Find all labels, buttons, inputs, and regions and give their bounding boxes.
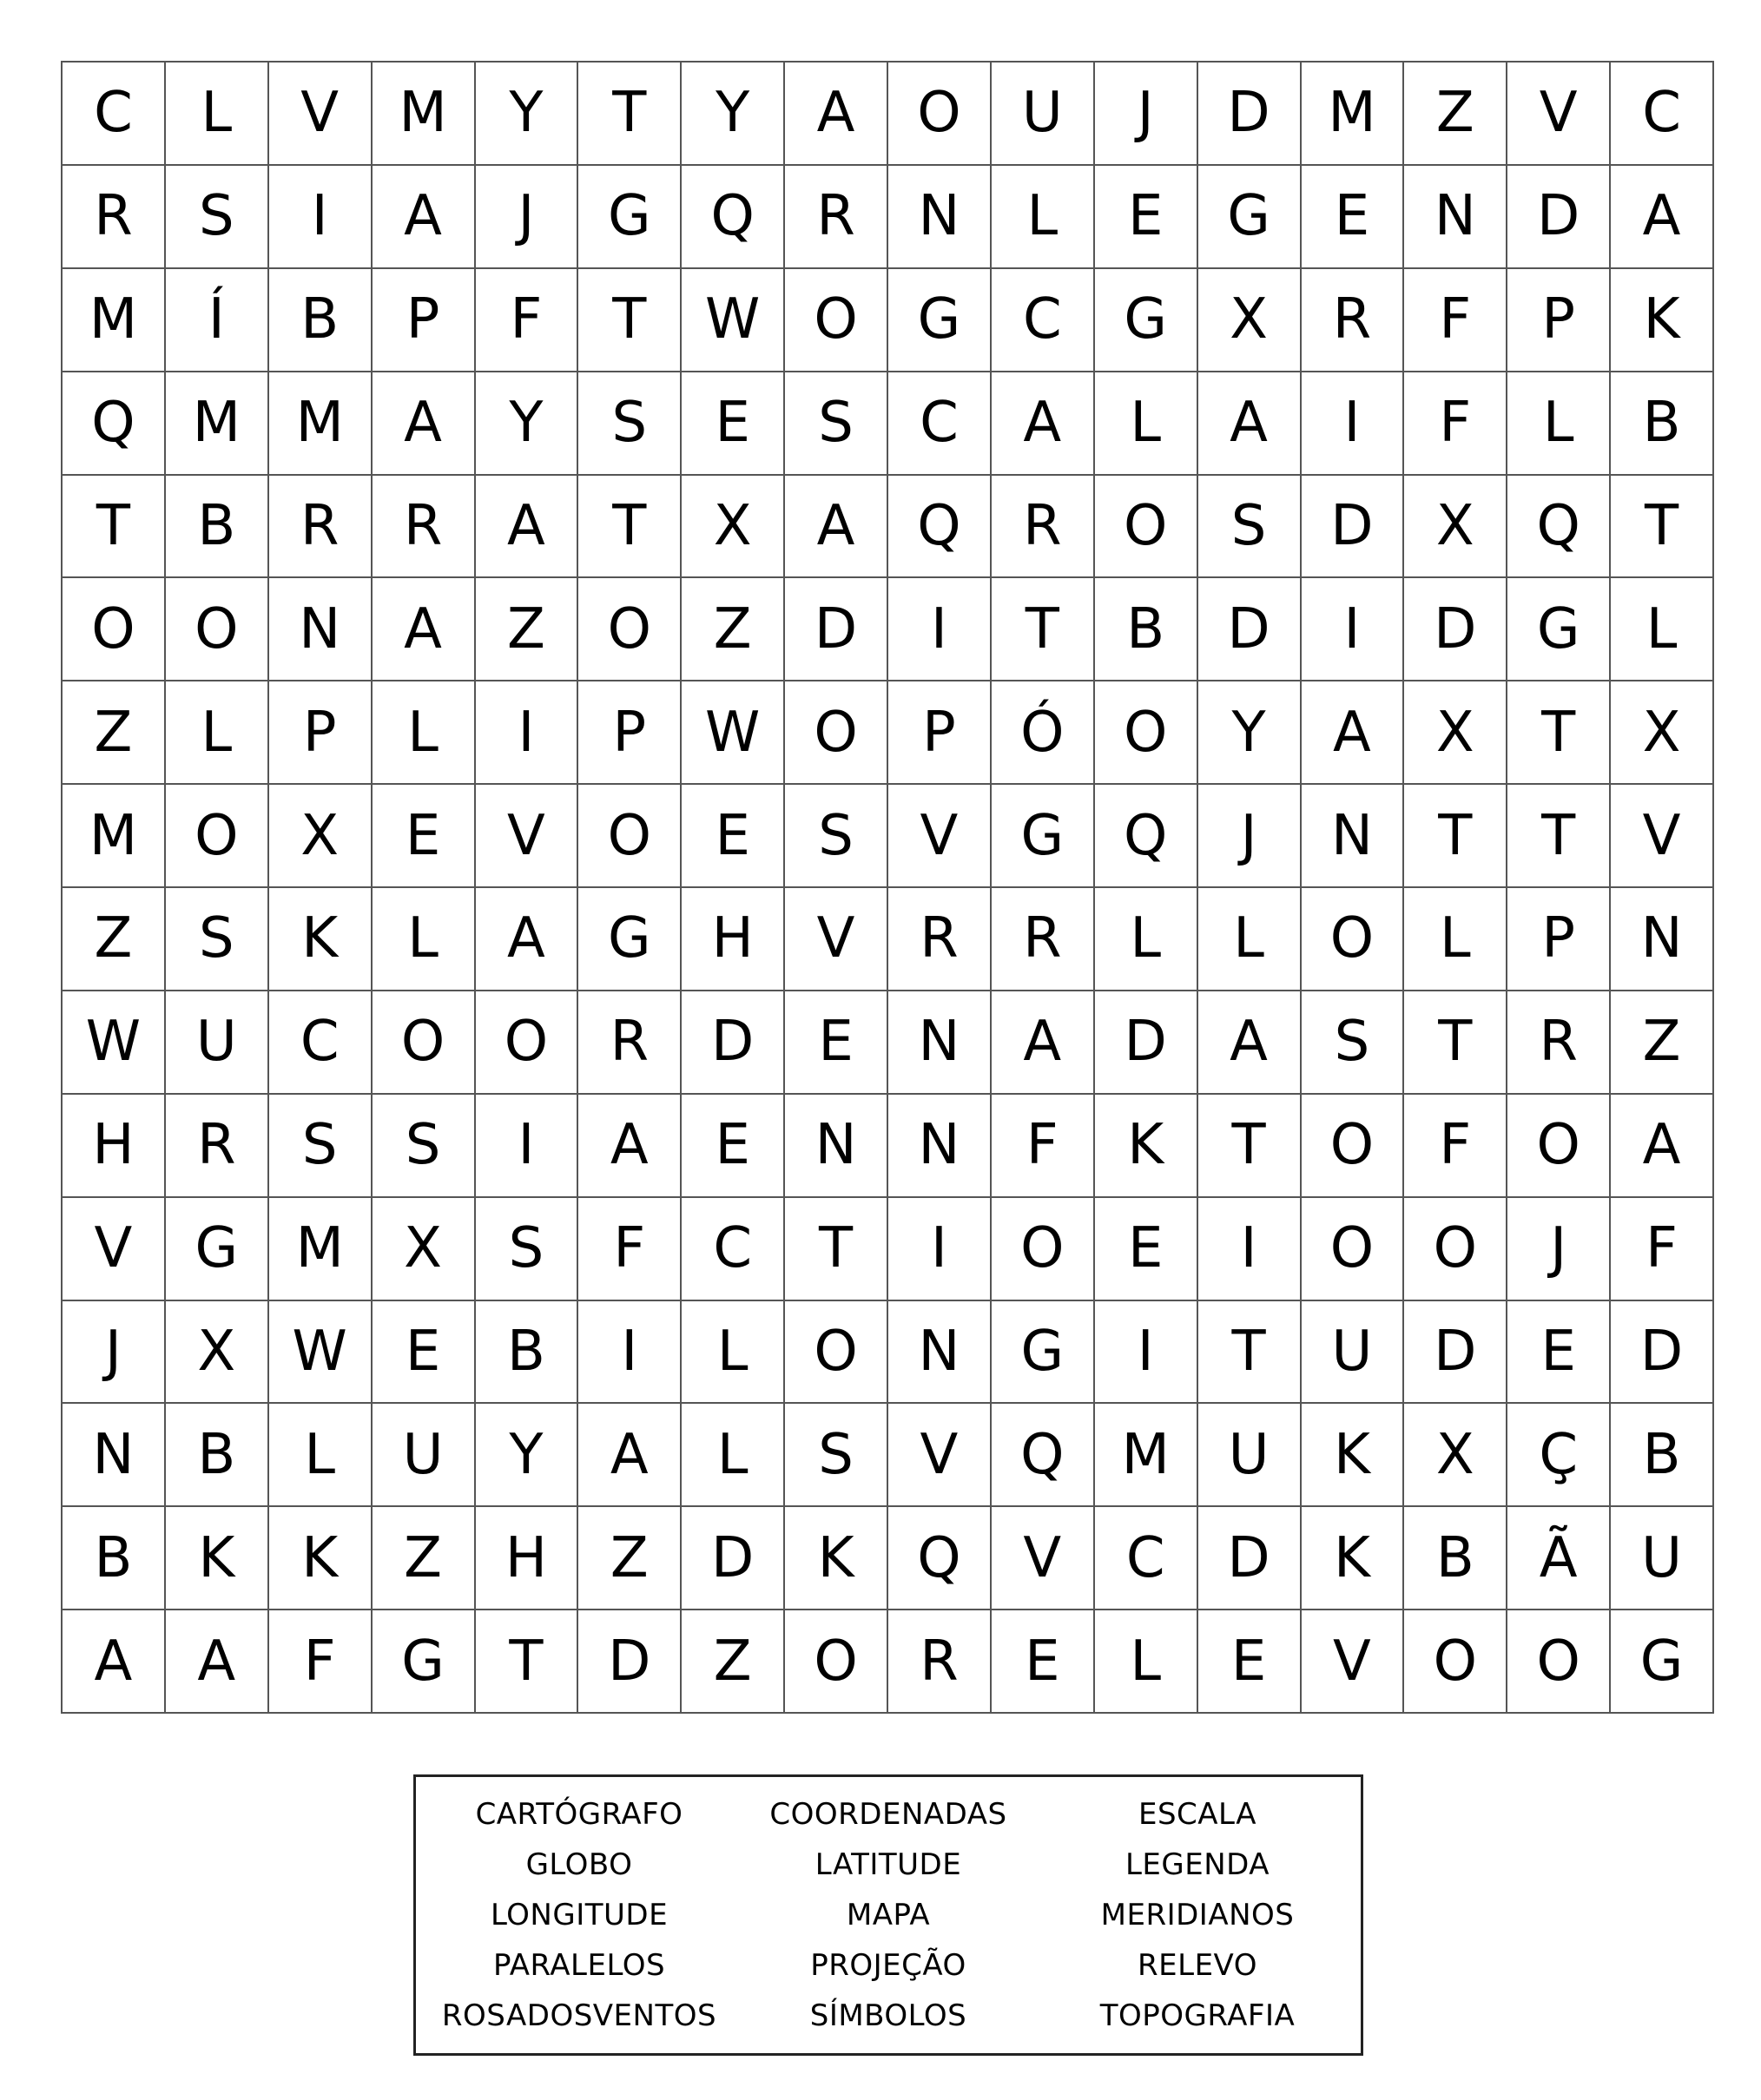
grid-cell[interactable]: E xyxy=(785,991,888,1095)
grid-cell[interactable]: J xyxy=(63,1301,166,1405)
grid-cell[interactable]: P xyxy=(373,269,476,372)
grid-cell[interactable]: K xyxy=(166,1507,269,1610)
grid-cell[interactable]: C xyxy=(269,991,373,1095)
grid-cell[interactable]: Y xyxy=(476,372,579,476)
grid-cell[interactable]: O xyxy=(785,681,888,785)
grid-cell[interactable]: L xyxy=(682,1404,785,1507)
grid-cell[interactable]: V xyxy=(888,785,992,888)
grid-cell[interactable]: E xyxy=(1302,166,1405,269)
grid-cell[interactable]: S xyxy=(1198,476,1302,579)
grid-cell[interactable]: A xyxy=(373,578,476,681)
grid-cell[interactable]: D xyxy=(1302,476,1405,579)
word-list-item: MAPA xyxy=(846,1898,931,1932)
grid-cell[interactable]: B xyxy=(1611,1404,1714,1507)
grid-cell[interactable]: Z xyxy=(578,1507,682,1610)
grid-cell[interactable]: A xyxy=(63,1610,166,1714)
grid-cell[interactable]: U xyxy=(166,991,269,1095)
grid-cell[interactable]: P xyxy=(578,681,682,785)
grid-cell[interactable]: N xyxy=(63,1404,166,1507)
grid-cell[interactable]: W xyxy=(682,269,785,372)
word-list-item: MERIDIANOS xyxy=(1100,1898,1295,1932)
grid-cell[interactable]: L xyxy=(1404,888,1507,991)
grid-cell[interactable]: Z xyxy=(682,578,785,681)
grid-cell[interactable]: A xyxy=(1198,991,1302,1095)
grid-cell[interactable]: H xyxy=(682,888,785,991)
grid-cell[interactable]: A xyxy=(578,1095,682,1198)
grid-cell[interactable]: Q xyxy=(888,1507,992,1610)
grid-cell[interactable]: Z xyxy=(682,1610,785,1714)
grid-cell[interactable]: U xyxy=(1198,1404,1302,1507)
grid-cell[interactable]: Y xyxy=(476,1404,579,1507)
grid-cell[interactable]: O xyxy=(1507,1610,1611,1714)
grid-cell[interactable]: T xyxy=(785,1198,888,1301)
grid-cell[interactable]: D xyxy=(1404,578,1507,681)
grid-cell[interactable]: A xyxy=(1611,166,1714,269)
grid-cell[interactable]: N xyxy=(1404,166,1507,269)
grid-cell[interactable]: R xyxy=(992,476,1095,579)
grid-cell[interactable]: W xyxy=(682,681,785,785)
grid-cell[interactable]: Y xyxy=(682,63,785,166)
grid-cell[interactable]: G xyxy=(888,269,992,372)
grid-cell[interactable]: V xyxy=(1507,63,1611,166)
grid-cell[interactable]: X xyxy=(166,1301,269,1405)
grid-cell[interactable]: V xyxy=(992,1507,1095,1610)
grid-cell[interactable]: G xyxy=(578,166,682,269)
grid-cell[interactable]: X xyxy=(269,785,373,888)
grid-cell[interactable]: B xyxy=(1404,1507,1507,1610)
grid-cell[interactable]: M xyxy=(269,1198,373,1301)
word-list-item: ROSADOSVENTOS xyxy=(441,1998,717,2033)
grid-cell[interactable]: I xyxy=(888,1198,992,1301)
grid-cell[interactable]: O xyxy=(1095,476,1198,579)
grid-cell[interactable]: O xyxy=(476,991,579,1095)
grid-cell[interactable]: E xyxy=(682,1095,785,1198)
grid-cell[interactable]: O xyxy=(578,785,682,888)
grid-cell[interactable]: Z xyxy=(476,578,579,681)
grid-cell[interactable]: C xyxy=(1611,63,1714,166)
grid-cell[interactable]: G xyxy=(578,888,682,991)
grid-cell[interactable]: T xyxy=(63,476,166,579)
grid-cell[interactable]: X xyxy=(373,1198,476,1301)
grid-cell[interactable]: J xyxy=(476,166,579,269)
grid-cell[interactable]: S xyxy=(269,1095,373,1198)
grid-cell[interactable]: G xyxy=(1611,1610,1714,1714)
grid-cell[interactable]: R xyxy=(1302,269,1405,372)
grid-cell[interactable]: N xyxy=(269,578,373,681)
word-list-item: ESCALA xyxy=(1138,1797,1257,1832)
grid-cell[interactable]: V xyxy=(63,1198,166,1301)
grid-cell[interactable]: I xyxy=(1302,372,1405,476)
grid-cell[interactable]: E xyxy=(1095,166,1198,269)
grid-cell[interactable]: E xyxy=(373,1301,476,1405)
grid-cell[interactable]: I xyxy=(476,681,579,785)
grid-cell[interactable]: X xyxy=(682,476,785,579)
grid-cell[interactable]: P xyxy=(1507,888,1611,991)
word-list-item: TOPOGRAFIA xyxy=(1099,1998,1296,2033)
grid-cell[interactable]: T xyxy=(476,1610,579,1714)
grid-cell[interactable]: J xyxy=(1507,1198,1611,1301)
grid-cell[interactable]: P xyxy=(269,681,373,785)
grid-cell[interactable]: B xyxy=(1095,578,1198,681)
grid-cell[interactable]: I xyxy=(578,1301,682,1405)
grid-cell[interactable]: O xyxy=(1404,1198,1507,1301)
grid-cell[interactable]: U xyxy=(1611,1507,1714,1610)
grid-cell[interactable]: L xyxy=(992,166,1095,269)
grid-cell[interactable]: M xyxy=(373,63,476,166)
grid-cell[interactable]: M xyxy=(63,785,166,888)
word-list-item: LONGITUDE xyxy=(490,1898,669,1932)
grid-cell[interactable]: E xyxy=(992,1610,1095,1714)
grid-cell[interactable]: F xyxy=(1404,372,1507,476)
grid-cell[interactable]: L xyxy=(373,681,476,785)
grid-cell[interactable]: V xyxy=(1611,785,1714,888)
grid-cell[interactable]: Q xyxy=(888,476,992,579)
grid-cell[interactable]: L xyxy=(166,63,269,166)
grid-cell[interactable]: E xyxy=(1507,1301,1611,1405)
grid-cell[interactable]: S xyxy=(785,785,888,888)
grid-cell[interactable]: V xyxy=(1302,1610,1405,1714)
grid-cell[interactable]: N xyxy=(888,991,992,1095)
grid-cell[interactable]: O xyxy=(1095,681,1198,785)
grid-cell[interactable]: I xyxy=(269,166,373,269)
grid-cell[interactable]: K xyxy=(1302,1404,1405,1507)
grid-cell[interactable]: D xyxy=(682,991,785,1095)
grid-cell[interactable]: I xyxy=(1198,1198,1302,1301)
grid-cell[interactable]: K xyxy=(269,1507,373,1610)
grid-cell[interactable]: B xyxy=(476,1301,579,1405)
grid-cell[interactable]: O xyxy=(166,785,269,888)
grid-cell[interactable]: E xyxy=(1198,1610,1302,1714)
grid-cell[interactable]: O xyxy=(373,991,476,1095)
grid-cell[interactable]: E xyxy=(1095,1198,1198,1301)
grid-cell[interactable]: T xyxy=(1198,1095,1302,1198)
grid-cell[interactable]: D xyxy=(1404,1301,1507,1405)
grid-cell[interactable]: O xyxy=(1302,1095,1405,1198)
grid-cell[interactable]: R xyxy=(269,476,373,579)
grid-cell[interactable]: A xyxy=(785,476,888,579)
grid-cell[interactable]: L xyxy=(682,1301,785,1405)
grid-cell[interactable]: L xyxy=(166,681,269,785)
grid-cell[interactable]: G xyxy=(1095,269,1198,372)
grid-cell[interactable]: O xyxy=(785,269,888,372)
grid-cell[interactable]: D xyxy=(578,1610,682,1714)
grid-cell[interactable]: G xyxy=(1198,166,1302,269)
grid-cell[interactable]: O xyxy=(785,1610,888,1714)
grid-cell[interactable]: L xyxy=(1095,1610,1198,1714)
grid-cell[interactable]: F xyxy=(578,1198,682,1301)
grid-cell[interactable]: R xyxy=(373,476,476,579)
grid-cell[interactable]: L xyxy=(1611,578,1714,681)
grid-cell[interactable]: M xyxy=(1095,1404,1198,1507)
grid-cell[interactable]: B xyxy=(166,476,269,579)
letter-grid xyxy=(61,61,1714,1714)
grid-cell[interactable]: C xyxy=(992,269,1095,372)
grid-cell[interactable]: A xyxy=(373,372,476,476)
grid-cell[interactable]: A xyxy=(476,476,579,579)
grid-cell[interactable]: O xyxy=(1404,1610,1507,1714)
grid-cell[interactable]: U xyxy=(373,1404,476,1507)
grid-cell[interactable]: K xyxy=(1611,269,1714,372)
grid-cell[interactable]: M xyxy=(166,372,269,476)
grid-cell[interactable]: A xyxy=(992,991,1095,1095)
word-list-item: LATITUDE xyxy=(815,1847,962,1882)
grid-cell[interactable]: D xyxy=(682,1507,785,1610)
grid-cell[interactable]: A xyxy=(578,1404,682,1507)
grid-cell[interactable]: A xyxy=(166,1610,269,1714)
grid-cell[interactable]: O xyxy=(785,1301,888,1405)
word-list-item: GLOBO xyxy=(525,1847,633,1882)
grid-cell[interactable]: X xyxy=(1404,681,1507,785)
grid-cell[interactable]: T xyxy=(1404,785,1507,888)
grid-cell[interactable]: A xyxy=(1198,372,1302,476)
grid-cell[interactable]: I xyxy=(476,1095,579,1198)
grid-cell[interactable]: N xyxy=(1302,785,1405,888)
grid-cell[interactable]: T xyxy=(578,476,682,579)
grid-cell[interactable]: O xyxy=(992,1198,1095,1301)
grid-cell[interactable]: A xyxy=(785,63,888,166)
grid-cell[interactable]: M xyxy=(269,372,373,476)
grid-cell[interactable]: K xyxy=(1302,1507,1405,1610)
grid-cell[interactable]: S xyxy=(785,372,888,476)
grid-cell[interactable]: U xyxy=(1302,1301,1405,1405)
word-list-item: RELEVO xyxy=(1138,1948,1257,1983)
grid-cell[interactable]: D xyxy=(1198,578,1302,681)
grid-cell[interactable]: R xyxy=(888,888,992,991)
grid-cell[interactable]: Z xyxy=(1611,991,1714,1095)
grid-cell[interactable]: S xyxy=(373,1095,476,1198)
grid-cell[interactable]: L xyxy=(1095,888,1198,991)
grid-cell[interactable]: Z xyxy=(63,888,166,991)
grid-cell[interactable]: C xyxy=(888,372,992,476)
grid-cell[interactable]: Q xyxy=(1507,476,1611,579)
grid-cell[interactable]: E xyxy=(682,785,785,888)
word-list-item: CARTÓGRAFO xyxy=(475,1797,683,1832)
grid-cell[interactable]: F xyxy=(992,1095,1095,1198)
grid-cell[interactable]: A xyxy=(1302,681,1405,785)
grid-cell[interactable]: A xyxy=(373,166,476,269)
grid-cell[interactable]: T xyxy=(1198,1301,1302,1405)
grid-cell[interactable]: A xyxy=(992,372,1095,476)
grid-cell[interactable]: D xyxy=(1198,1507,1302,1610)
grid-cell[interactable]: D xyxy=(1611,1301,1714,1405)
grid-cell[interactable]: V xyxy=(888,1404,992,1507)
grid-cell[interactable]: L xyxy=(1198,888,1302,991)
grid-cell[interactable]: Z xyxy=(1404,63,1507,166)
grid-cell[interactable]: F xyxy=(476,269,579,372)
grid-cell[interactable]: Q xyxy=(1095,785,1198,888)
grid-cell[interactable]: W xyxy=(63,991,166,1095)
grid-cell[interactable]: D xyxy=(1198,63,1302,166)
grid-cell[interactable]: E xyxy=(373,785,476,888)
grid-cell[interactable]: S xyxy=(476,1198,579,1301)
grid-cell[interactable]: J xyxy=(1095,63,1198,166)
grid-cell[interactable]: O xyxy=(888,63,992,166)
grid-cell[interactable]: O xyxy=(1507,1095,1611,1198)
grid-cell[interactable]: L xyxy=(1095,372,1198,476)
grid-cell[interactable]: A xyxy=(1611,1095,1714,1198)
grid-cell[interactable]: I xyxy=(888,578,992,681)
grid-cell[interactable]: V xyxy=(476,785,579,888)
grid-cell[interactable]: R xyxy=(785,166,888,269)
grid-cell[interactable]: X xyxy=(1198,269,1302,372)
grid-cell[interactable]: P xyxy=(1507,269,1611,372)
grid-cell[interactable]: X xyxy=(1611,681,1714,785)
word-list-item: PARALELOS xyxy=(492,1948,666,1983)
grid-cell[interactable]: B xyxy=(269,269,373,372)
grid-cell[interactable]: A xyxy=(476,888,579,991)
grid-cell[interactable]: W xyxy=(269,1301,373,1405)
grid-cell[interactable]: R xyxy=(578,991,682,1095)
grid-cell[interactable]: H xyxy=(476,1507,579,1610)
grid-cell[interactable]: I xyxy=(1095,1301,1198,1405)
grid-cell[interactable]: I xyxy=(1302,578,1405,681)
grid-cell[interactable]: N xyxy=(1611,888,1714,991)
grid-cell[interactable]: Q xyxy=(63,372,166,476)
grid-cell[interactable]: O xyxy=(1302,1198,1405,1301)
grid-cell[interactable]: F xyxy=(1404,1095,1507,1198)
grid-cell[interactable]: T xyxy=(578,63,682,166)
grid-cell[interactable]: D xyxy=(785,578,888,681)
grid-cell[interactable]: R xyxy=(166,1095,269,1198)
word-list-item: PROJEÇÃO xyxy=(810,1948,966,1983)
grid-cell[interactable]: N xyxy=(888,166,992,269)
grid-cell[interactable]: K xyxy=(1095,1095,1198,1198)
grid-cell[interactable]: Ã xyxy=(1507,1507,1611,1610)
grid-cell[interactable]: Q xyxy=(682,166,785,269)
grid-cell[interactable]: X xyxy=(1404,1404,1507,1507)
grid-cell[interactable]: N xyxy=(888,1301,992,1405)
grid-cell[interactable]: R xyxy=(63,166,166,269)
grid-cell[interactable]: R xyxy=(888,1610,992,1714)
grid-cell[interactable]: G xyxy=(1507,578,1611,681)
grid-cell[interactable]: L xyxy=(1507,372,1611,476)
grid-cell[interactable]: E xyxy=(682,372,785,476)
grid-cell[interactable]: T xyxy=(1507,681,1611,785)
grid-cell[interactable]: U xyxy=(992,63,1095,166)
grid-cell[interactable]: K xyxy=(269,888,373,991)
grid-cell[interactable]: Y xyxy=(1198,681,1302,785)
grid-cell[interactable]: C xyxy=(682,1198,785,1301)
grid-cell[interactable]: L xyxy=(269,1404,373,1507)
grid-cell[interactable]: O xyxy=(1302,888,1405,991)
grid-cell[interactable]: T xyxy=(1611,476,1714,579)
grid-cell[interactable]: G xyxy=(992,785,1095,888)
grid-cell[interactable]: G xyxy=(992,1301,1095,1405)
grid-cell[interactable]: C xyxy=(63,63,166,166)
grid-cell[interactable]: B xyxy=(1611,372,1714,476)
grid-cell[interactable]: J xyxy=(1198,785,1302,888)
grid-cell[interactable]: R xyxy=(1507,991,1611,1095)
grid-cell[interactable]: D xyxy=(1095,991,1198,1095)
word-list-item: SÍMBOLOS xyxy=(809,1998,967,2033)
grid-cell[interactable]: M xyxy=(63,269,166,372)
grid-cell[interactable]: O xyxy=(63,578,166,681)
grid-cell[interactable]: T xyxy=(578,269,682,372)
grid-cell[interactable]: F xyxy=(269,1610,373,1714)
grid-cell[interactable]: D xyxy=(1507,166,1611,269)
grid-cell[interactable]: S xyxy=(166,888,269,991)
grid-cell[interactable]: S xyxy=(166,166,269,269)
grid-cell[interactable]: B xyxy=(166,1404,269,1507)
grid-cell[interactable]: Z xyxy=(63,681,166,785)
grid-cell[interactable]: X xyxy=(1404,476,1507,579)
grid-cell[interactable]: K xyxy=(785,1507,888,1610)
grid-cell[interactable]: R xyxy=(992,888,1095,991)
grid-cell[interactable]: N xyxy=(785,1095,888,1198)
grid-cell[interactable]: Y xyxy=(476,63,579,166)
word-list-item: COORDENADAS xyxy=(769,1797,1007,1832)
grid-cell[interactable]: Í xyxy=(166,269,269,372)
grid-cell[interactable]: G xyxy=(373,1610,476,1714)
grid-cell[interactable]: C xyxy=(1095,1507,1198,1610)
grid-cell[interactable]: T xyxy=(1507,785,1611,888)
grid-cell[interactable]: N xyxy=(888,1095,992,1198)
word-list xyxy=(413,1774,1363,2056)
grid-cell[interactable]: O xyxy=(578,578,682,681)
grid-cell[interactable]: T xyxy=(1404,991,1507,1095)
word-list-item: LEGENDA xyxy=(1125,1847,1270,1882)
grid-cell[interactable]: M xyxy=(1302,63,1405,166)
grid-cell[interactable]: S xyxy=(578,372,682,476)
grid-cell[interactable]: F xyxy=(1611,1198,1714,1301)
grid-cell[interactable]: S xyxy=(1302,991,1405,1095)
grid-cell[interactable]: S xyxy=(785,1404,888,1507)
grid-cell[interactable]: V xyxy=(269,63,373,166)
grid-cell[interactable]: B xyxy=(63,1507,166,1610)
grid-cell[interactable]: T xyxy=(992,578,1095,681)
grid-cell[interactable]: H xyxy=(63,1095,166,1198)
grid-cell[interactable]: Z xyxy=(373,1507,476,1610)
grid-cell[interactable]: G xyxy=(166,1198,269,1301)
grid-cell[interactable]: Ç xyxy=(1507,1404,1611,1507)
grid-cell[interactable]: O xyxy=(166,578,269,681)
grid-cell[interactable]: F xyxy=(1404,269,1507,372)
grid-cell[interactable]: Q xyxy=(992,1404,1095,1507)
grid-cell[interactable]: Ó xyxy=(992,681,1095,785)
grid-cell[interactable]: L xyxy=(373,888,476,991)
grid-cell[interactable]: V xyxy=(785,888,888,991)
grid-cell[interactable]: P xyxy=(888,681,992,785)
